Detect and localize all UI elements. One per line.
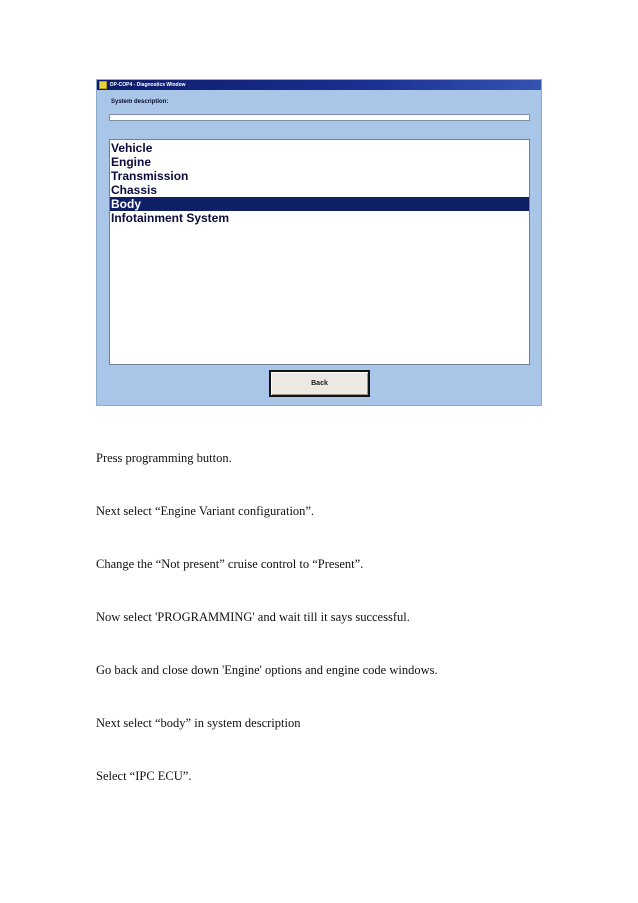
window-title: DP-COP4 - Diagnostics Window [110, 82, 186, 88]
app-icon [99, 81, 107, 89]
step-select-ipc-ecu: Select “IPC ECU”. [96, 769, 192, 783]
step-select-engine-variant: Next select “Engine Variant configuration”. [96, 504, 315, 518]
diagnostics-window-screenshot [96, 79, 542, 406]
system-list[interactable] [109, 139, 530, 365]
system-description-input[interactable] [109, 114, 530, 121]
step-press-programming: Press programming button. [96, 451, 232, 465]
window-titlebar [97, 80, 541, 90]
list-item-transmission[interactable]: Transmission [111, 169, 189, 183]
step-close-engine-windows: Go back and close down 'Engine' options and engine code windows. [96, 663, 438, 677]
step-change-cruise-control: Change the “Not present” cruise control to “Present”. [96, 557, 364, 571]
list-item-body[interactable]: Body [110, 197, 529, 211]
system-description-label: System description: [111, 99, 169, 105]
list-item-vehicle[interactable]: Vehicle [111, 141, 153, 155]
step-select-body: Next select “body” in system description [96, 716, 301, 730]
list-item-infotainment-system[interactable]: Infotainment System [111, 211, 230, 225]
step-select-programming: Now select 'PROGRAMMING' and wait till it says successful. [96, 610, 410, 624]
list-item-chassis[interactable]: Chassis [111, 183, 158, 197]
list-item-engine[interactable]: Engine [111, 155, 152, 169]
back-button[interactable]: Back [269, 370, 370, 397]
